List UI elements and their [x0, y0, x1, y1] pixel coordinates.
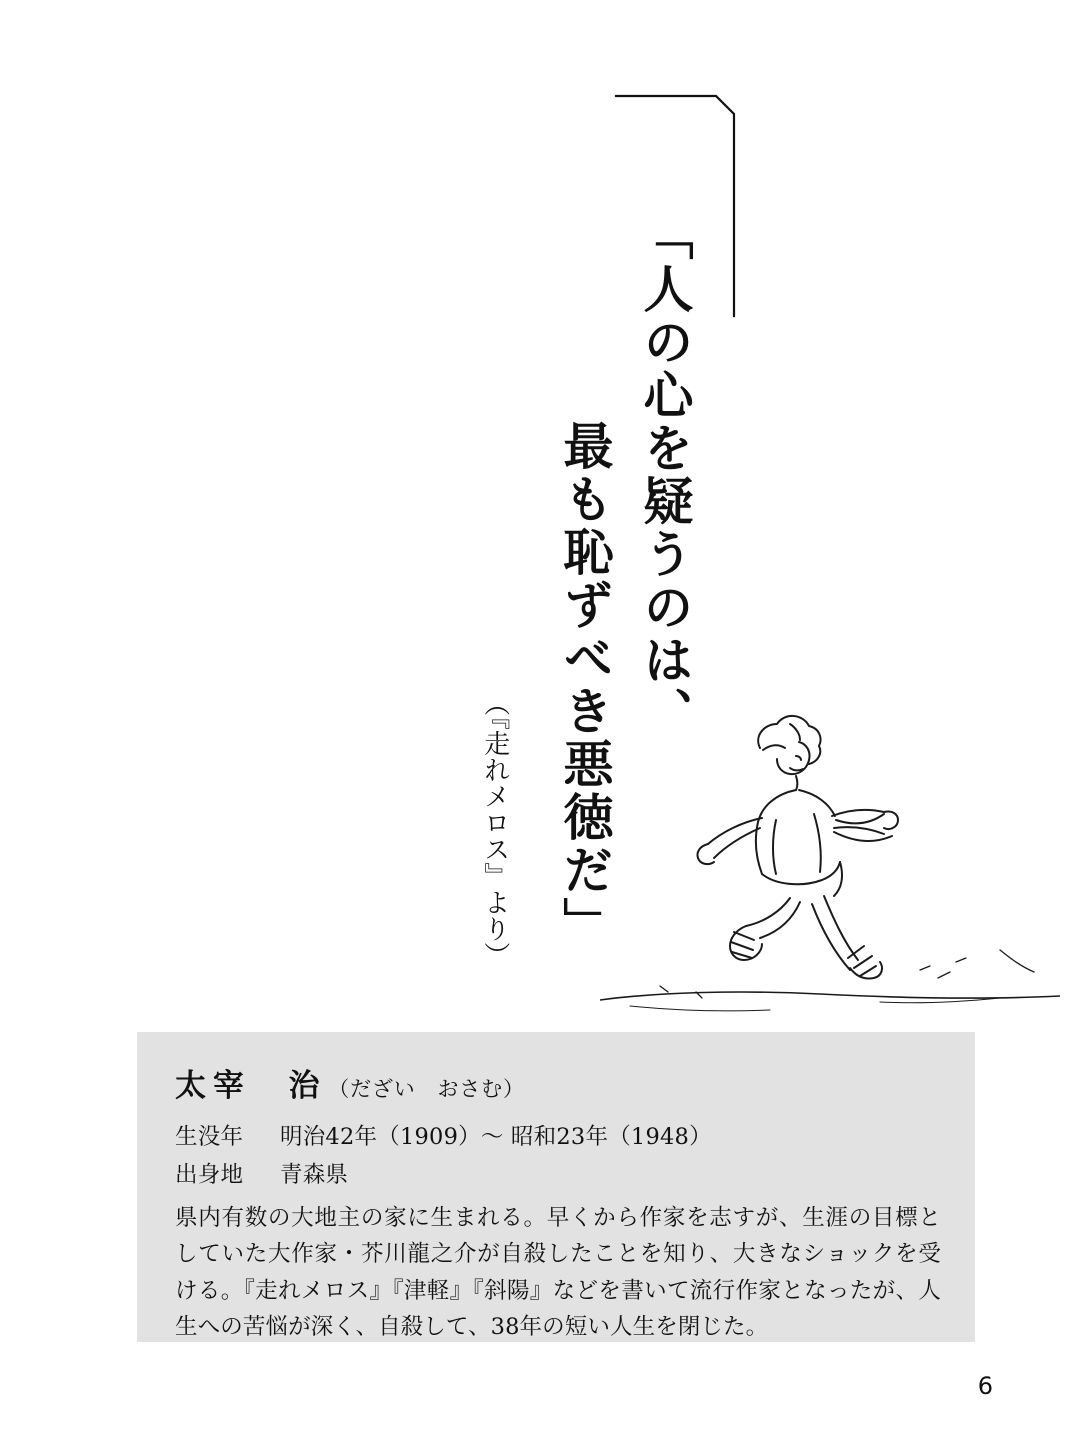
- author-name-row: [175, 1060, 941, 1105]
- author-info-box: [137, 1032, 975, 1342]
- page-number: 6: [977, 1372, 993, 1400]
- quote-line-primary: 「人の心を疑うのは、: [635, 210, 695, 740]
- quote-source: （『走れメロス』より）: [479, 690, 510, 969]
- author-biography: 県内有数の大地主の家に生まれる。早くから作家を志すが、生涯の目標としていた大作家・芥川龍之介が自殺したことを知り、大きなショックを受ける。『走れメロス』『津軽』『斜陽』などを書いて流行作家となったが、人生への苦悩が深く、自殺して、38年の短い人生を閉じた。: [175, 1204, 941, 1341]
- author-name-reading: （だざい おさむ）: [328, 1077, 525, 1101]
- author-birthplace-label: 出身地: [175, 1162, 244, 1189]
- author-years-row: [175, 1119, 941, 1155]
- author-years-label: 生没年: [175, 1124, 244, 1150]
- author-years-value: 明治42年（1909）〜 昭和23年（1948）: [279, 1124, 712, 1150]
- quote-line-secondary: 最も恥ずべき悪徳だ」: [555, 420, 615, 950]
- author-birthplace-row: [175, 1157, 941, 1193]
- author-name: 太宰 治: [175, 1068, 327, 1104]
- running-man-illustration: [600, 700, 1060, 1030]
- author-birthplace-value: 青森県: [279, 1162, 349, 1189]
